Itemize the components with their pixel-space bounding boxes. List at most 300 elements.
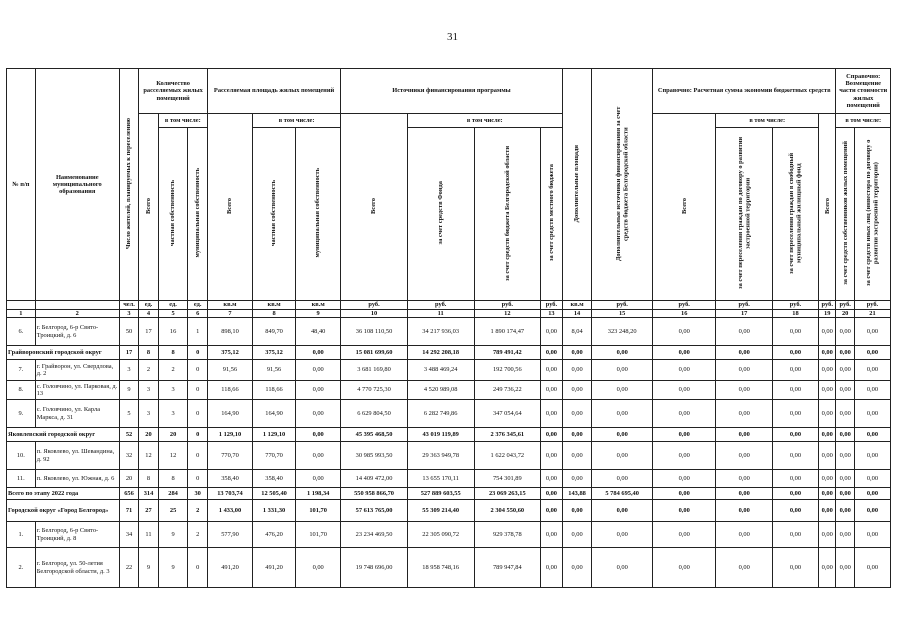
value-cell: 0,00 xyxy=(819,428,836,442)
value-cell: 0,00 xyxy=(652,381,716,400)
address-cell: г. Белгород, ул. 50-летия Белгородской области, д. 3 xyxy=(35,548,119,588)
value-cell: 0,00 xyxy=(772,500,818,522)
value-cell: 0,00 xyxy=(296,400,341,428)
value-cell: 0,00 xyxy=(772,522,818,548)
value-cell: 3 488 469,24 xyxy=(407,360,474,381)
value-cell: 0 xyxy=(188,428,207,442)
value-cell: 0,00 xyxy=(772,346,818,360)
header-comp-total: Всего xyxy=(819,114,836,301)
value-cell: 0,00 xyxy=(592,346,653,360)
value-cell: 849,70 xyxy=(253,318,296,346)
value-cell: 314 xyxy=(139,488,158,500)
value-cell: 8 xyxy=(158,346,188,360)
column-index-cell: 14 xyxy=(562,309,592,317)
value-cell: 0,00 xyxy=(592,522,653,548)
value-cell: 45 395 468,50 xyxy=(341,428,408,442)
value-cell: 30 985 993,50 xyxy=(341,442,408,470)
value-cell: 0,00 xyxy=(716,442,772,470)
header-qty-incl: в том числе: xyxy=(158,114,207,128)
value-cell: 34 217 936,03 xyxy=(407,318,474,346)
value-cell: 0,00 xyxy=(592,381,653,400)
row-number-cell: 6. xyxy=(7,318,36,346)
unit-cell: кв.м xyxy=(562,301,592,309)
header-fin-regional: за счет средств бюджета Белгородской области xyxy=(474,128,541,301)
header-fin-total: Всего xyxy=(341,114,408,301)
value-cell: 0,00 xyxy=(541,400,563,428)
value-cell: 898,10 xyxy=(207,318,252,346)
group-name-cell: Яковлевский городской округ xyxy=(7,428,120,442)
value-cell: 118,66 xyxy=(207,381,252,400)
value-cell: 0,00 xyxy=(716,488,772,500)
value-cell: 14 409 472,00 xyxy=(341,470,408,488)
value-cell: 0,00 xyxy=(772,318,818,346)
value-cell: 34 xyxy=(119,522,138,548)
value-cell: 91,56 xyxy=(253,360,296,381)
value-cell: 754 301,89 xyxy=(474,470,541,488)
value-cell: 13 655 170,11 xyxy=(407,470,474,488)
value-cell: 0,00 xyxy=(562,428,592,442)
value-cell: 0,00 xyxy=(541,522,563,548)
column-index-cell: 3 xyxy=(119,309,138,317)
value-cell: 19 748 696,00 xyxy=(341,548,408,588)
value-cell: 0,00 xyxy=(652,428,716,442)
header-eco-incl: в том числе: xyxy=(716,114,819,128)
value-cell: 22 305 090,72 xyxy=(407,522,474,548)
value-cell: 27 xyxy=(139,500,158,522)
value-cell: 0,00 xyxy=(541,346,563,360)
value-cell: 48,40 xyxy=(296,318,341,346)
value-cell: 4 520 989,08 xyxy=(407,381,474,400)
address-cell: п. Яковлево, ул. Шевандина, д. 92 xyxy=(35,442,119,470)
value-cell: 3 xyxy=(139,400,158,428)
value-cell: 36 108 110,50 xyxy=(341,318,408,346)
value-cell: 491,20 xyxy=(207,548,252,588)
address-cell: п. Яковлево, ул. Южная, д. 6 xyxy=(35,470,119,488)
unit-cell: ед. xyxy=(158,301,188,309)
value-cell: 577,90 xyxy=(207,522,252,548)
value-cell: 0 xyxy=(188,360,207,381)
value-cell: 0,00 xyxy=(836,400,854,428)
unit-cell: руб. xyxy=(836,301,854,309)
unit-cell: кв.м xyxy=(207,301,252,309)
value-cell: 9 xyxy=(139,548,158,588)
header-comp-investors: за счет средств иных лиц (инвестора по договору о развитии застроенной территории) xyxy=(854,128,890,301)
value-cell: 2 xyxy=(188,522,207,548)
value-cell: 3 xyxy=(158,400,188,428)
row-number-cell: 11. xyxy=(7,470,36,488)
value-cell: 164,90 xyxy=(207,400,252,428)
value-cell: 0,00 xyxy=(541,381,563,400)
header-finance-group: Источники финансирования программы xyxy=(341,69,562,114)
value-cell: 0,00 xyxy=(819,360,836,381)
value-cell: 0,00 xyxy=(836,428,854,442)
value-cell: 0,00 xyxy=(541,428,563,442)
group-name-cell: Грайворонский городской округ xyxy=(7,346,120,360)
unit-cell: кв.м xyxy=(253,301,296,309)
value-cell: 192 700,56 xyxy=(474,360,541,381)
unit-cell: ед. xyxy=(139,301,158,309)
unit-cell: ед. xyxy=(188,301,207,309)
address-cell: г. Белгород, 6-р Святo-Троицкий, д. 8 xyxy=(35,522,119,548)
value-cell: 118,66 xyxy=(253,381,296,400)
value-cell: 358,40 xyxy=(207,470,252,488)
table-row xyxy=(7,400,891,428)
value-cell: 0,00 xyxy=(296,428,341,442)
value-cell: 0,00 xyxy=(836,500,854,522)
unit-cell: руб. xyxy=(407,301,474,309)
value-cell: 527 889 603,55 xyxy=(407,488,474,500)
value-cell: 0,00 xyxy=(716,400,772,428)
value-cell: 0,00 xyxy=(819,346,836,360)
value-cell: 20 xyxy=(119,470,138,488)
value-cell: 12 505,40 xyxy=(253,488,296,500)
value-cell: 0,00 xyxy=(819,400,836,428)
value-cell: 0,00 xyxy=(836,548,854,588)
value-cell: 0,00 xyxy=(652,548,716,588)
column-index-cell: 1 xyxy=(7,309,36,317)
value-cell: 0 xyxy=(188,400,207,428)
header-qty-total: Всего xyxy=(139,114,158,301)
value-cell: 284 xyxy=(158,488,188,500)
value-cell: 12 xyxy=(139,442,158,470)
column-index-cell: 15 xyxy=(592,309,653,317)
column-index-cell: 19 xyxy=(819,309,836,317)
value-cell: 0,00 xyxy=(772,428,818,442)
column-index-cell: 10 xyxy=(341,309,408,317)
value-cell: 0,00 xyxy=(772,360,818,381)
value-cell: 0,00 xyxy=(592,548,653,588)
value-cell: 0,00 xyxy=(836,522,854,548)
value-cell: 0,00 xyxy=(772,442,818,470)
value-cell: 0,00 xyxy=(836,360,854,381)
value-cell: 1 331,30 xyxy=(253,500,296,522)
header-eco-total: Всего xyxy=(652,114,716,301)
value-cell: 30 xyxy=(188,488,207,500)
value-cell: 0,00 xyxy=(652,488,716,500)
value-cell: 0,00 xyxy=(562,442,592,470)
value-cell: 1 xyxy=(188,318,207,346)
value-cell: 0,00 xyxy=(592,500,653,522)
value-cell: 0,00 xyxy=(592,428,653,442)
header-fin-incl: в том числе: xyxy=(407,114,562,128)
table-row xyxy=(7,318,891,346)
unit-cell: руб. xyxy=(772,301,818,309)
column-index-cell: 5 xyxy=(158,309,188,317)
value-cell: 2 xyxy=(139,360,158,381)
value-cell: 0,00 xyxy=(819,488,836,500)
address-cell: с. Головчино, ул. Парковая, д. 13 xyxy=(35,381,119,400)
row-number-cell: 9. xyxy=(7,400,36,428)
value-cell: 0,00 xyxy=(652,522,716,548)
value-cell: 23 234 469,50 xyxy=(341,522,408,548)
row-number-cell: 2. xyxy=(7,548,36,588)
value-cell: 0,00 xyxy=(296,470,341,488)
unit-cell: руб. xyxy=(474,301,541,309)
value-cell: 5 784 695,40 xyxy=(592,488,653,500)
value-cell: 71 xyxy=(119,500,138,522)
value-cell: 23 069 263,15 xyxy=(474,488,541,500)
value-cell: 25 xyxy=(158,500,188,522)
value-cell: 1 129,10 xyxy=(253,428,296,442)
value-cell: 358,40 xyxy=(253,470,296,488)
value-cell: 249 736,22 xyxy=(474,381,541,400)
value-cell: 0,00 xyxy=(562,381,592,400)
value-cell: 9 xyxy=(119,381,138,400)
value-cell: 13 703,74 xyxy=(207,488,252,500)
value-cell: 0,00 xyxy=(836,318,854,346)
header-no: № п/п xyxy=(7,69,36,301)
address-cell: с. Головчино, ул. Карла Маркса, д. 31 xyxy=(35,400,119,428)
value-cell: 0,00 xyxy=(772,548,818,588)
unit-cell: руб. xyxy=(716,301,772,309)
header-qty-municipal: муниципальная собственность xyxy=(188,128,207,301)
value-cell: 323 248,20 xyxy=(592,318,653,346)
value-cell: 0,00 xyxy=(716,428,772,442)
value-cell: 52 xyxy=(119,428,138,442)
value-cell: 0,00 xyxy=(854,428,890,442)
value-cell: 0,00 xyxy=(716,500,772,522)
header-fin-local: за счет средств местного бюджета xyxy=(541,128,563,301)
value-cell: 0,00 xyxy=(854,381,890,400)
value-cell: 0,00 xyxy=(819,548,836,588)
value-cell: 6 629 804,50 xyxy=(341,400,408,428)
column-index-cell: 21 xyxy=(854,309,890,317)
value-cell: 0,00 xyxy=(296,360,341,381)
header-name: Наименование муниципального образования xyxy=(35,69,119,301)
value-cell: 0,00 xyxy=(652,360,716,381)
value-cell: 0,00 xyxy=(541,318,563,346)
column-index-cell: 20 xyxy=(836,309,854,317)
value-cell: 0,00 xyxy=(836,442,854,470)
value-cell: 0 xyxy=(188,442,207,470)
value-cell: 0,00 xyxy=(296,442,341,470)
column-index-cell: 13 xyxy=(541,309,563,317)
column-index-cell: 17 xyxy=(716,309,772,317)
value-cell: 2 304 550,60 xyxy=(474,500,541,522)
column-index-cell: 12 xyxy=(474,309,541,317)
value-cell: 0,00 xyxy=(541,470,563,488)
address-cell: г. Грайворон, ул. Свердлова, д. 2 xyxy=(35,360,119,381)
value-cell: 2 xyxy=(158,360,188,381)
value-cell: 0,00 xyxy=(562,522,592,548)
value-cell: 9 xyxy=(158,548,188,588)
header-economy-group: Справочно: Расчетная сумма экономии бюджетных средств xyxy=(652,69,836,114)
value-cell: 0,00 xyxy=(854,470,890,488)
table-row xyxy=(7,522,891,548)
page-number: 31 xyxy=(447,31,458,43)
value-cell: 347 054,64 xyxy=(474,400,541,428)
value-cell: 0,00 xyxy=(562,360,592,381)
header-area-municipal: муниципальная собственность xyxy=(296,128,341,301)
value-cell: 17 xyxy=(119,346,138,360)
value-cell: 22 xyxy=(119,548,138,588)
value-cell: 0,00 xyxy=(541,548,563,588)
row-number-cell: 10. xyxy=(7,442,36,470)
value-cell: 0,00 xyxy=(819,470,836,488)
value-cell: 20 xyxy=(158,428,188,442)
value-cell: 4 770 725,30 xyxy=(341,381,408,400)
value-cell: 0 xyxy=(188,470,207,488)
value-cell: 3 xyxy=(139,381,158,400)
value-cell: 0,00 xyxy=(652,442,716,470)
value-cell: 8,04 xyxy=(562,318,592,346)
header-area-incl: в том числе: xyxy=(253,114,341,128)
value-cell: 0,00 xyxy=(592,400,653,428)
resettlement-table xyxy=(6,68,891,588)
table-row xyxy=(7,548,891,588)
value-cell: 0,00 xyxy=(716,522,772,548)
column-index-cell: 18 xyxy=(772,309,818,317)
header-add-area: Дополнительные площади xyxy=(562,69,592,301)
value-cell: 0,00 xyxy=(592,360,653,381)
value-cell: 0,00 xyxy=(592,470,653,488)
value-cell: 0,00 xyxy=(819,442,836,470)
value-cell: 0,00 xyxy=(819,318,836,346)
value-cell: 1 433,00 xyxy=(207,500,252,522)
value-cell: 0,00 xyxy=(541,360,563,381)
value-cell: 14 292 208,18 xyxy=(407,346,474,360)
table-row xyxy=(7,470,891,488)
value-cell: 0,00 xyxy=(772,400,818,428)
value-cell: 50 xyxy=(119,318,138,346)
column-index-cell: 2 xyxy=(35,309,119,317)
unit-cell: руб. xyxy=(819,301,836,309)
value-cell: 55 309 214,40 xyxy=(407,500,474,522)
value-cell: 17 xyxy=(139,318,158,346)
value-cell: 1 622 043,72 xyxy=(474,442,541,470)
value-cell: 0,00 xyxy=(854,522,890,548)
value-cell: 491,20 xyxy=(253,548,296,588)
value-cell: 0,00 xyxy=(854,318,890,346)
value-cell: 656 xyxy=(119,488,138,500)
value-cell: 0,00 xyxy=(854,400,890,428)
value-cell: 0,00 xyxy=(562,500,592,522)
value-cell: 0,00 xyxy=(562,548,592,588)
value-cell: 0,00 xyxy=(541,500,563,522)
column-index-cell: 11 xyxy=(407,309,474,317)
value-cell: 789 491,42 xyxy=(474,346,541,360)
value-cell: 12 xyxy=(158,442,188,470)
value-cell: 0,00 xyxy=(836,381,854,400)
value-cell: 29 363 949,78 xyxy=(407,442,474,470)
value-cell: 476,20 xyxy=(253,522,296,548)
subtotal-row xyxy=(7,346,891,360)
value-cell: 1 129,10 xyxy=(207,428,252,442)
value-cell: 101,70 xyxy=(296,522,341,548)
value-cell: 929 378,78 xyxy=(474,522,541,548)
value-cell: 0,00 xyxy=(836,346,854,360)
group-name-cell: Всего по этапу 2022 года xyxy=(7,488,120,500)
value-cell: 0,00 xyxy=(716,381,772,400)
column-index-cell: 6 xyxy=(188,309,207,317)
value-cell: 20 xyxy=(139,428,158,442)
value-cell: 770,70 xyxy=(253,442,296,470)
value-cell: 0,00 xyxy=(854,442,890,470)
header-compensation-group: Справочно: Возмещение части стоимости жилых помещений xyxy=(836,69,891,114)
row-number-cell: 8. xyxy=(7,381,36,400)
row-number-cell: 7. xyxy=(7,360,36,381)
value-cell: 0,00 xyxy=(716,318,772,346)
value-cell: 0,00 xyxy=(854,548,890,588)
value-cell: 375,12 xyxy=(207,346,252,360)
value-cell: 0,00 xyxy=(652,500,716,522)
unit-cell: кв.м xyxy=(296,301,341,309)
unit-cell: чел. xyxy=(119,301,138,309)
subtotal-row xyxy=(7,488,891,500)
value-cell: 0,00 xyxy=(652,470,716,488)
value-cell: 550 958 866,70 xyxy=(341,488,408,500)
value-cell: 0,00 xyxy=(772,488,818,500)
value-cell: 15 081 699,60 xyxy=(341,346,408,360)
value-cell: 0,00 xyxy=(592,442,653,470)
table-row xyxy=(7,381,891,400)
value-cell: 0,00 xyxy=(716,548,772,588)
value-cell: 375,12 xyxy=(253,346,296,360)
value-cell: 789 947,84 xyxy=(474,548,541,588)
value-cell: 2 xyxy=(188,500,207,522)
value-cell: 1 198,34 xyxy=(296,488,341,500)
value-cell: 1 890 174,47 xyxy=(474,318,541,346)
header-comp-owners: за счет средств собственников жилых помещений xyxy=(836,128,854,301)
value-cell: 3 xyxy=(158,381,188,400)
value-cell: 0,00 xyxy=(562,470,592,488)
value-cell: 143,88 xyxy=(562,488,592,500)
value-cell: 0,00 xyxy=(296,548,341,588)
value-cell: 0,00 xyxy=(854,500,890,522)
header-qty-group: Количество расселяемых жилых помещений xyxy=(139,69,208,114)
value-cell: 0,00 xyxy=(541,488,563,500)
value-cell: 9 xyxy=(158,522,188,548)
row-number-cell: 1. xyxy=(7,522,36,548)
header-eco-development: за счет переселения граждан по договору о развитии застроенной территории xyxy=(716,128,772,301)
value-cell: 8 xyxy=(139,470,158,488)
unit-cell: руб. xyxy=(592,301,653,309)
column-index-cell: 9 xyxy=(296,309,341,317)
value-cell: 18 958 748,16 xyxy=(407,548,474,588)
value-cell: 5 xyxy=(119,400,138,428)
header-area-private: частная собственность xyxy=(253,128,296,301)
value-cell: 0,00 xyxy=(716,360,772,381)
column-index-cell: 8 xyxy=(253,309,296,317)
value-cell: 0,00 xyxy=(819,500,836,522)
value-cell: 8 xyxy=(158,470,188,488)
value-cell: 3 681 169,80 xyxy=(341,360,408,381)
value-cell: 0,00 xyxy=(562,400,592,428)
column-index-cell: 7 xyxy=(207,309,252,317)
unit-cell: руб. xyxy=(854,301,890,309)
header-comp-incl: в том числе: xyxy=(836,114,891,128)
value-cell: 0,00 xyxy=(296,346,341,360)
header-eco-municipal-fund: за счет переселения граждан в свободный муниципальный жилищный фонд xyxy=(772,128,818,301)
value-cell: 0,00 xyxy=(854,346,890,360)
value-cell: 0,00 xyxy=(836,470,854,488)
value-cell: 0 xyxy=(188,548,207,588)
value-cell: 0,00 xyxy=(819,522,836,548)
header-fin-fund: за счет средств Фонда xyxy=(407,128,474,301)
value-cell: 91,56 xyxy=(207,360,252,381)
header-area-group: Расселяемая площадь жилых помещений xyxy=(207,69,340,114)
value-cell: 770,70 xyxy=(207,442,252,470)
value-cell: 0,00 xyxy=(541,442,563,470)
value-cell: 0,00 xyxy=(296,381,341,400)
value-cell: 43 019 119,89 xyxy=(407,428,474,442)
unit-cell: руб. xyxy=(341,301,408,309)
value-cell: 0,00 xyxy=(716,346,772,360)
value-cell: 3 xyxy=(119,360,138,381)
value-cell: 0,00 xyxy=(772,381,818,400)
value-cell: 0,00 xyxy=(819,381,836,400)
value-cell: 2 376 345,61 xyxy=(474,428,541,442)
